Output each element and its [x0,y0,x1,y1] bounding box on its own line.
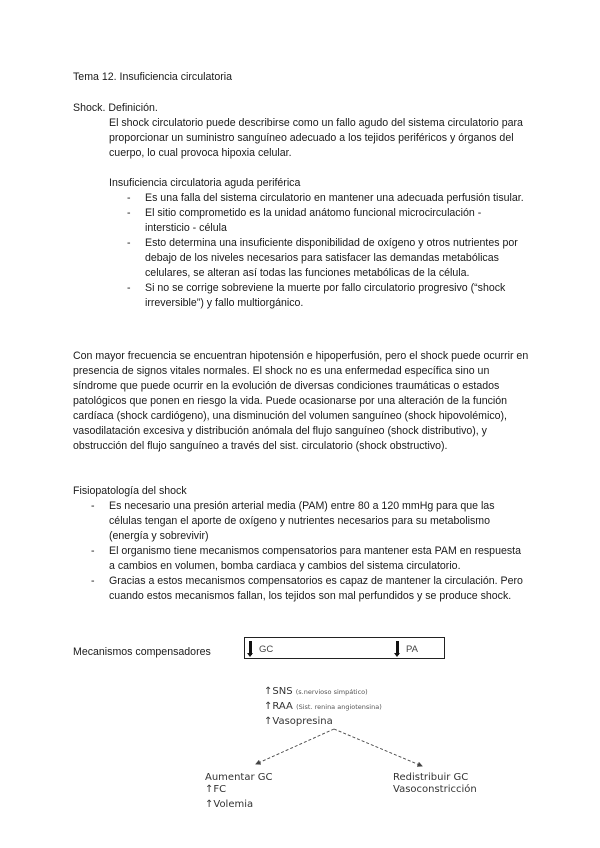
list-item: - Es una falla del sistema circulatorio en mantener una adecuada perfusión tisular. [127,192,524,204]
fisiopatologia-heading: Fisiopatología del shock [73,485,187,497]
insuficiencia-heading: Insuficiencia circulatoria aguda periférica [109,177,301,189]
dash-bullet: - [127,192,131,204]
left-branch [205,771,325,813]
raa-line: ↑RAA (Sist. renina angiotensina) [264,701,382,712]
dash-bullet: - [127,237,131,249]
dash-bullet: - [91,545,95,557]
redistribuir-gc: Redistribuir GC [393,772,469,783]
mecanismos-label: Mecanismos compensadores [73,646,211,658]
gc-label: GC [259,644,274,655]
volemia: ↑Volemia [205,799,254,810]
list-item: - El organismo tiene mecanismos compensatorios para mantener esta PAM en respuesta a cambios en volumen, bomba cardiaca y cambios del sistema circulatorio. [91,545,521,572]
left-branch-arrow [256,729,334,764]
sns-line: ↑SNS (s.nervioso simpático) [264,686,368,697]
vasoconstriccion: Vasoconstricción [393,784,477,795]
list-item: - El sitio comprometido es la unidad anátomo funcional microcirculación - intersticio - célula [127,207,482,234]
aumentar-gc: Aumentar GC [205,772,273,783]
page-title: Tema 12. Insuficiencia circulatoria [73,71,232,83]
list-item: - Si no se corrige sobreviene la muerte por fallo circulatorio progresivo (“shock irreversible”) y fallo multiorgánico. [127,282,506,309]
dash-bullet: - [91,575,95,587]
shock-overview-paragraph: Con mayor frecuencia se encuentran hipotensión e hipoperfusión, pero el shock puede ocurrir en presencia de signos vitales normales. El shock no es una enfermedad específica sino un síndrome que puede ocurrir en la evolución de diversas condiciones traumáticas o estados patológicos que ponen en riesgo la vida. Puede ocasionarse por una alteración de la función cardíaca (shock cardiógeno), una disminución del volumen sanguíneo (shock hipovolémico), vasodilatación excesiva y distribución anómala del flujo sanguíneo (shock distributivo), y obstrucción del flujo sanguíneo a través del sist. circulatorio (shock obstructivo). [73,350,529,452]
list-item: - Es necesario una presión arterial media (PAM) entre 80 a 120 mmHg para que las células tengan el aporte de oxígeno y nutrientes necesarios para su metabolismo (energía y sobrevivir) [91,500,495,542]
list-item: - Esto determina una insuficiente disponibilidad de oxígeno y otros nutrientes por debajo de los niveles necesarios para satisfacer las demandas metabólicas celulares, se alteran así todas las funciones metabólicas de la célula. [127,237,518,279]
shock-definition-heading: Shock. Definición. [73,102,158,114]
list-item: - Gracias a estos mecanismos compensatorios es capaz de mantener la circulación. Pero cuando estos mecanismos fallan, los tejidos son mal perfundidos y se produce shock. [91,575,523,602]
shock-definition-body: El shock circulatorio puede describirse como un fallo agudo del sistema circulatorio para proporcionar un suministro sanguíneo adecuado a los tejidos periféricos y órganos del cuerpo, lo cual provoca hipoxia celular. [109,117,523,159]
pa-label: PA [406,644,418,655]
vasopresina-line: ↑Vasopresina [264,716,333,727]
right-branch [393,771,523,798]
dash-bullet: - [91,500,95,512]
fc: ↑FC [205,784,227,795]
right-branch-arrow [334,729,422,766]
dash-bullet: - [127,207,131,219]
dash-bullet: - [127,282,131,294]
